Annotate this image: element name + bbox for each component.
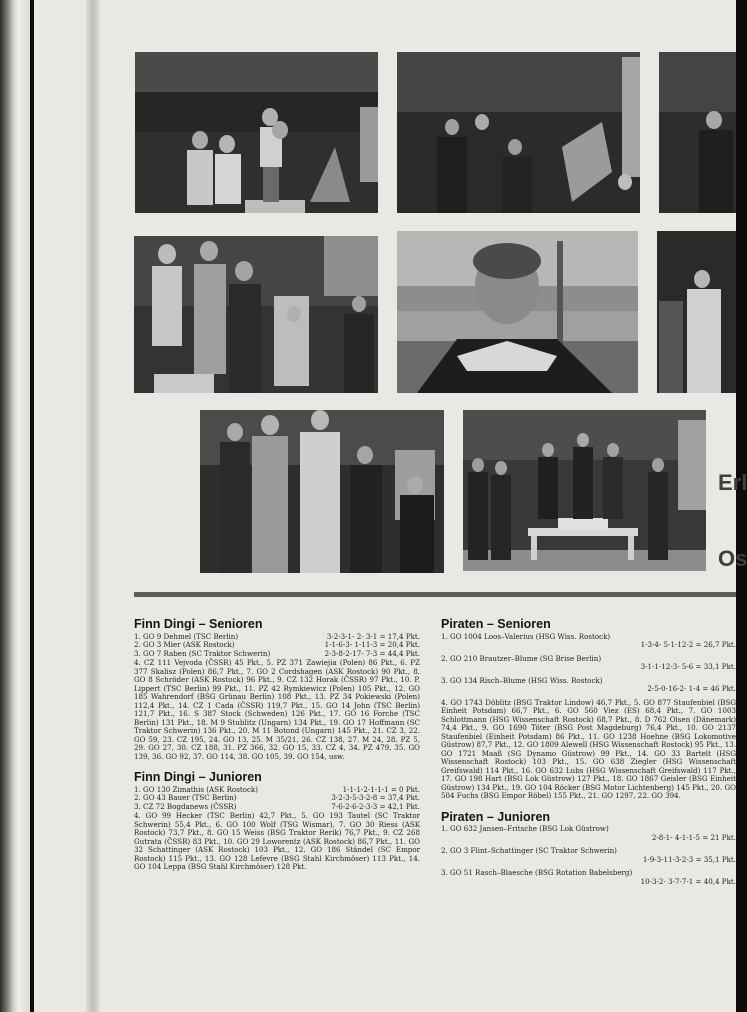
result-name: 1. GO 9 Dehmel (TSC Berlin) [134,631,239,641]
photo-trophy-presentation [134,236,378,393]
result-name: 3. GO 51 Rasch–Blaesche (BSG Rotation Babelsberg) [441,868,633,877]
result-row [441,847,736,864]
section-divider [134,592,736,597]
result-row [134,650,420,659]
result-score: 1-1-6-3- 1-11-3 = 20,4 Pkt. [324,640,420,649]
result-row [441,677,736,694]
result-score: 1-1-1-2-1-1-1 = 0 Pkt. [342,784,420,794]
result-row [441,633,736,650]
photo-spectators-partial [657,231,736,393]
heading-piraten-junioren: Piraten – Junioren [441,809,551,824]
cut-off-heading-line-2: Os [718,546,747,571]
result-name: 2. GO 210 Brautzer–Blume (SG Brise Berlin) [441,653,602,663]
cut-off-heading-line-1: Erl [718,470,747,495]
result-score: 10-3-2- 3-7-7-1 = 40,4 Pkt. [640,876,736,886]
photo-portrait-sailor [397,231,638,393]
book-spine [0,0,30,1012]
results-column-right [441,617,736,891]
heading-finn-senioren: Finn Dingi – Senioren [134,617,263,631]
result-row [441,825,736,842]
heading-piraten-senioren: Piraten – Senioren [441,617,551,631]
result-name: 2. GO 3 Flint–Schattinger (SC Traktor Schwerin) [441,846,617,855]
result-score: 7-6-2-6-2-3-3 = 42,1 Pkt. [331,801,420,811]
result-name: 2. GO 3 Mier (ASK Rostock) [134,640,235,649]
cut-off-heading [718,445,747,597]
photo-podium-lineup [463,410,706,571]
result-name: 3. GO 134 Risch–Blume (HSG Wiss. Rostock) [441,675,603,685]
result-name: 1. GO 632 Jansen–Fritsche (BSG Lok Güstrow) [441,824,609,833]
result-name: 2. GO 43 Bauer (TSC Berlin) [134,793,237,802]
result-score: 1-9-3-11-3-2-3 = 35,1 Pkt. [642,854,736,864]
result-row [441,655,736,672]
result-name: 3. CZ 72 Bogdanews (ČSSR) [134,801,237,811]
result-score: 3-1-1-12-3- 5-6 = 33,1 Pkt. [640,662,736,671]
result-score: 1-3-4- 5-1-12-2 = 26,7 Pkt. [640,640,736,649]
results-paragraph: 4. CZ 111 Vejvoda (ČSSR) 45 Pkt., 5. PZ 371 Zawiejia (Polen) 86 Pkt., 6. PZ 377 Skalisz (Polen) 86,7 Pkt., 7. GO 2 Cordshagen (ASK Rostock) 90 Pkt., 8. GO 8 Schröder (ASK Rostock) 96 Pkt., 9. CZ 132 Horak (ČSSR) 97 Pkt., 10. P. Lippert (TSC Berlin) 99 Pkt., 11. PZ 42 Rymkiewicz (Polen) 105 Pkt., 12. GO 185 Wahrendorf (BSG Grünau Berlin) 108 Pkt., 13. PZ 34 Pokiewski (Polen) 112,4 Pkt., 14. CZ 1 Cada (ČSSR) 119,7 Pkt., 15. GO 14 John (TSC Berlin) 121,7 Pkt., 16. S 387 Stock (Schweden) 126 Pkt., 17. GO 16 Forche (TSC Berlin) 131 Pkt., 18. M 9 Stublitz (Ungarn) 134 Pkt., 19. GO 17 Hoffmann (SC Traktor Schwerin) 136 Pkt., 20. M 11 Botond (Ungarn) 145 Pkt., 21. CZ 3, 22. GO 59, 23. CZ 195, 24. GO 13, 25. M 35/21, 26. CZ 138, 27. M 24, 28. PZ 5, 29. GO 27, 30. CZ 188, 31. PZ 366, 32. GO 15, 33. CZ 4, 34. PZ 479, 35. GO 139, 36. GO 92, 37. GO 114, 38. GO 105, 39. GO 154, usw. [134,658,420,761]
photo-men-partial [659,52,736,213]
photo-winners-applause [200,410,444,573]
result-row [441,869,736,886]
result-score: 3-2-3-5-3-2-8 = 37,4 Pkt. [331,793,420,802]
result-score: 2-5-0-16-2- 1-4 = 46 Pkt. [647,684,736,693]
result-score: 2-3-8-2-17- 7-3 = 44,4 Pkt. [324,648,420,658]
heading-finn-junioren: Finn Dingi – Junioren [134,770,262,784]
result-row [134,803,420,812]
results-paragraph: 4. GO 99 Hecker (TSC Berlin) 42,7 Pkt., 5. GO 193 Tautel (SC Traktor Schwerin) 55,4 Pkt., 6. GO 100 Wolf (TSG Wismar), 7. GO 30 Riess (ASK Rostock) 73,7 Pkt., 8. GO 15 Weiss (BSG Traktor Rerik) 76,7 Pkt., 9. CZ 268 Gutrata (ČSSR) 83 Pkt., 10. GO 29 Loworentz (ASK Rostock) 86,7 Pkt., 11. GO 32 Schattinger (ASK Rostock) 103 Pkt., 12. GO 186 Ständel (SC Empor Rostock) 115 Pkt., 13. GO 128 Lefevre (BSG Stahl Kirchmöser) 113 Pkt., 14. GO 104 Leppa (BSG Stahl Kirchmöser) 128 Pkt. [134,811,420,871]
results-column-left [134,617,420,872]
result-name: 1. GO 130 Zimathis (ASK Rostock) [134,784,259,794]
results-paragraph: 4. GO 1743 Döblitz (BSG Traktor Lindow) 46,7 Pkt., 5. GO 877 Staufenbiel (BSG Einheit Potsdam) 66,7 Pkt., 6. GO 560 Viez (ES) 68,4 Pkt., 7. GO 1003 Schlottmann (HSG Wissenschaft Rostock) 68,7 Pkt., 8. D 762 Olsen (Dänemark) 74,4 Pkt., 9. GO 1690 Töter (BSG Post Magdeburg) 76,4 Pkt., 10. GO 2137 Staufenbiel (Einheit Potsdam) 86 Pkt., 11. GO 1238 Hoehne (BSG Lokomotive Güstrow) 87,7 Pkt., 12. GO 1809 Alewell (HSG Wissenschaft Rostock) 95 Pkt., 13. GO 1721 Maaß (SG Dynamo Güstrow) 99 Pkt., 14. GO 33 Bartelt (HSG Wissenschaft Rostock) 103 Pkt., 15. GO 638 Ziegler (HSG Wissenschaft Greifswald) 114 Pkt., 16. GO 632 Lubs (HSG Wissenschaft Greifswald) 117 Pkt., 17. GO 198 Hart (BSG Lok Güstrow) 127 Pkt., 18. GO 1867 Geisler (BSG Einheit Güstrow) 134 Pkt., 19. GO 104 Röcker (BSG Motor Lichtenberg) 145 Pkt., 20. GO 504 Fuchs (BSG Empor Röbel) 155 Pkt., 21. GO 1297, 22. GO 394. [441,697,736,800]
photo-officials-group [397,52,640,213]
page-gutter [86,0,100,1012]
result-score: 2-8-1- 4-1-1-5 = 21 Pkt. [651,832,736,842]
result-score: 3-2-3-1- 2- 3-1 = 17,4 Pkt. [326,631,420,641]
result-name: 3. GO 7 Raben (SC Traktor Schwerin) [134,648,271,658]
photo-award-ceremony-podium [135,52,378,213]
result-name: 1. GO 1004 Loos–Valerius (HSG Wiss. Rostock) [441,631,611,641]
